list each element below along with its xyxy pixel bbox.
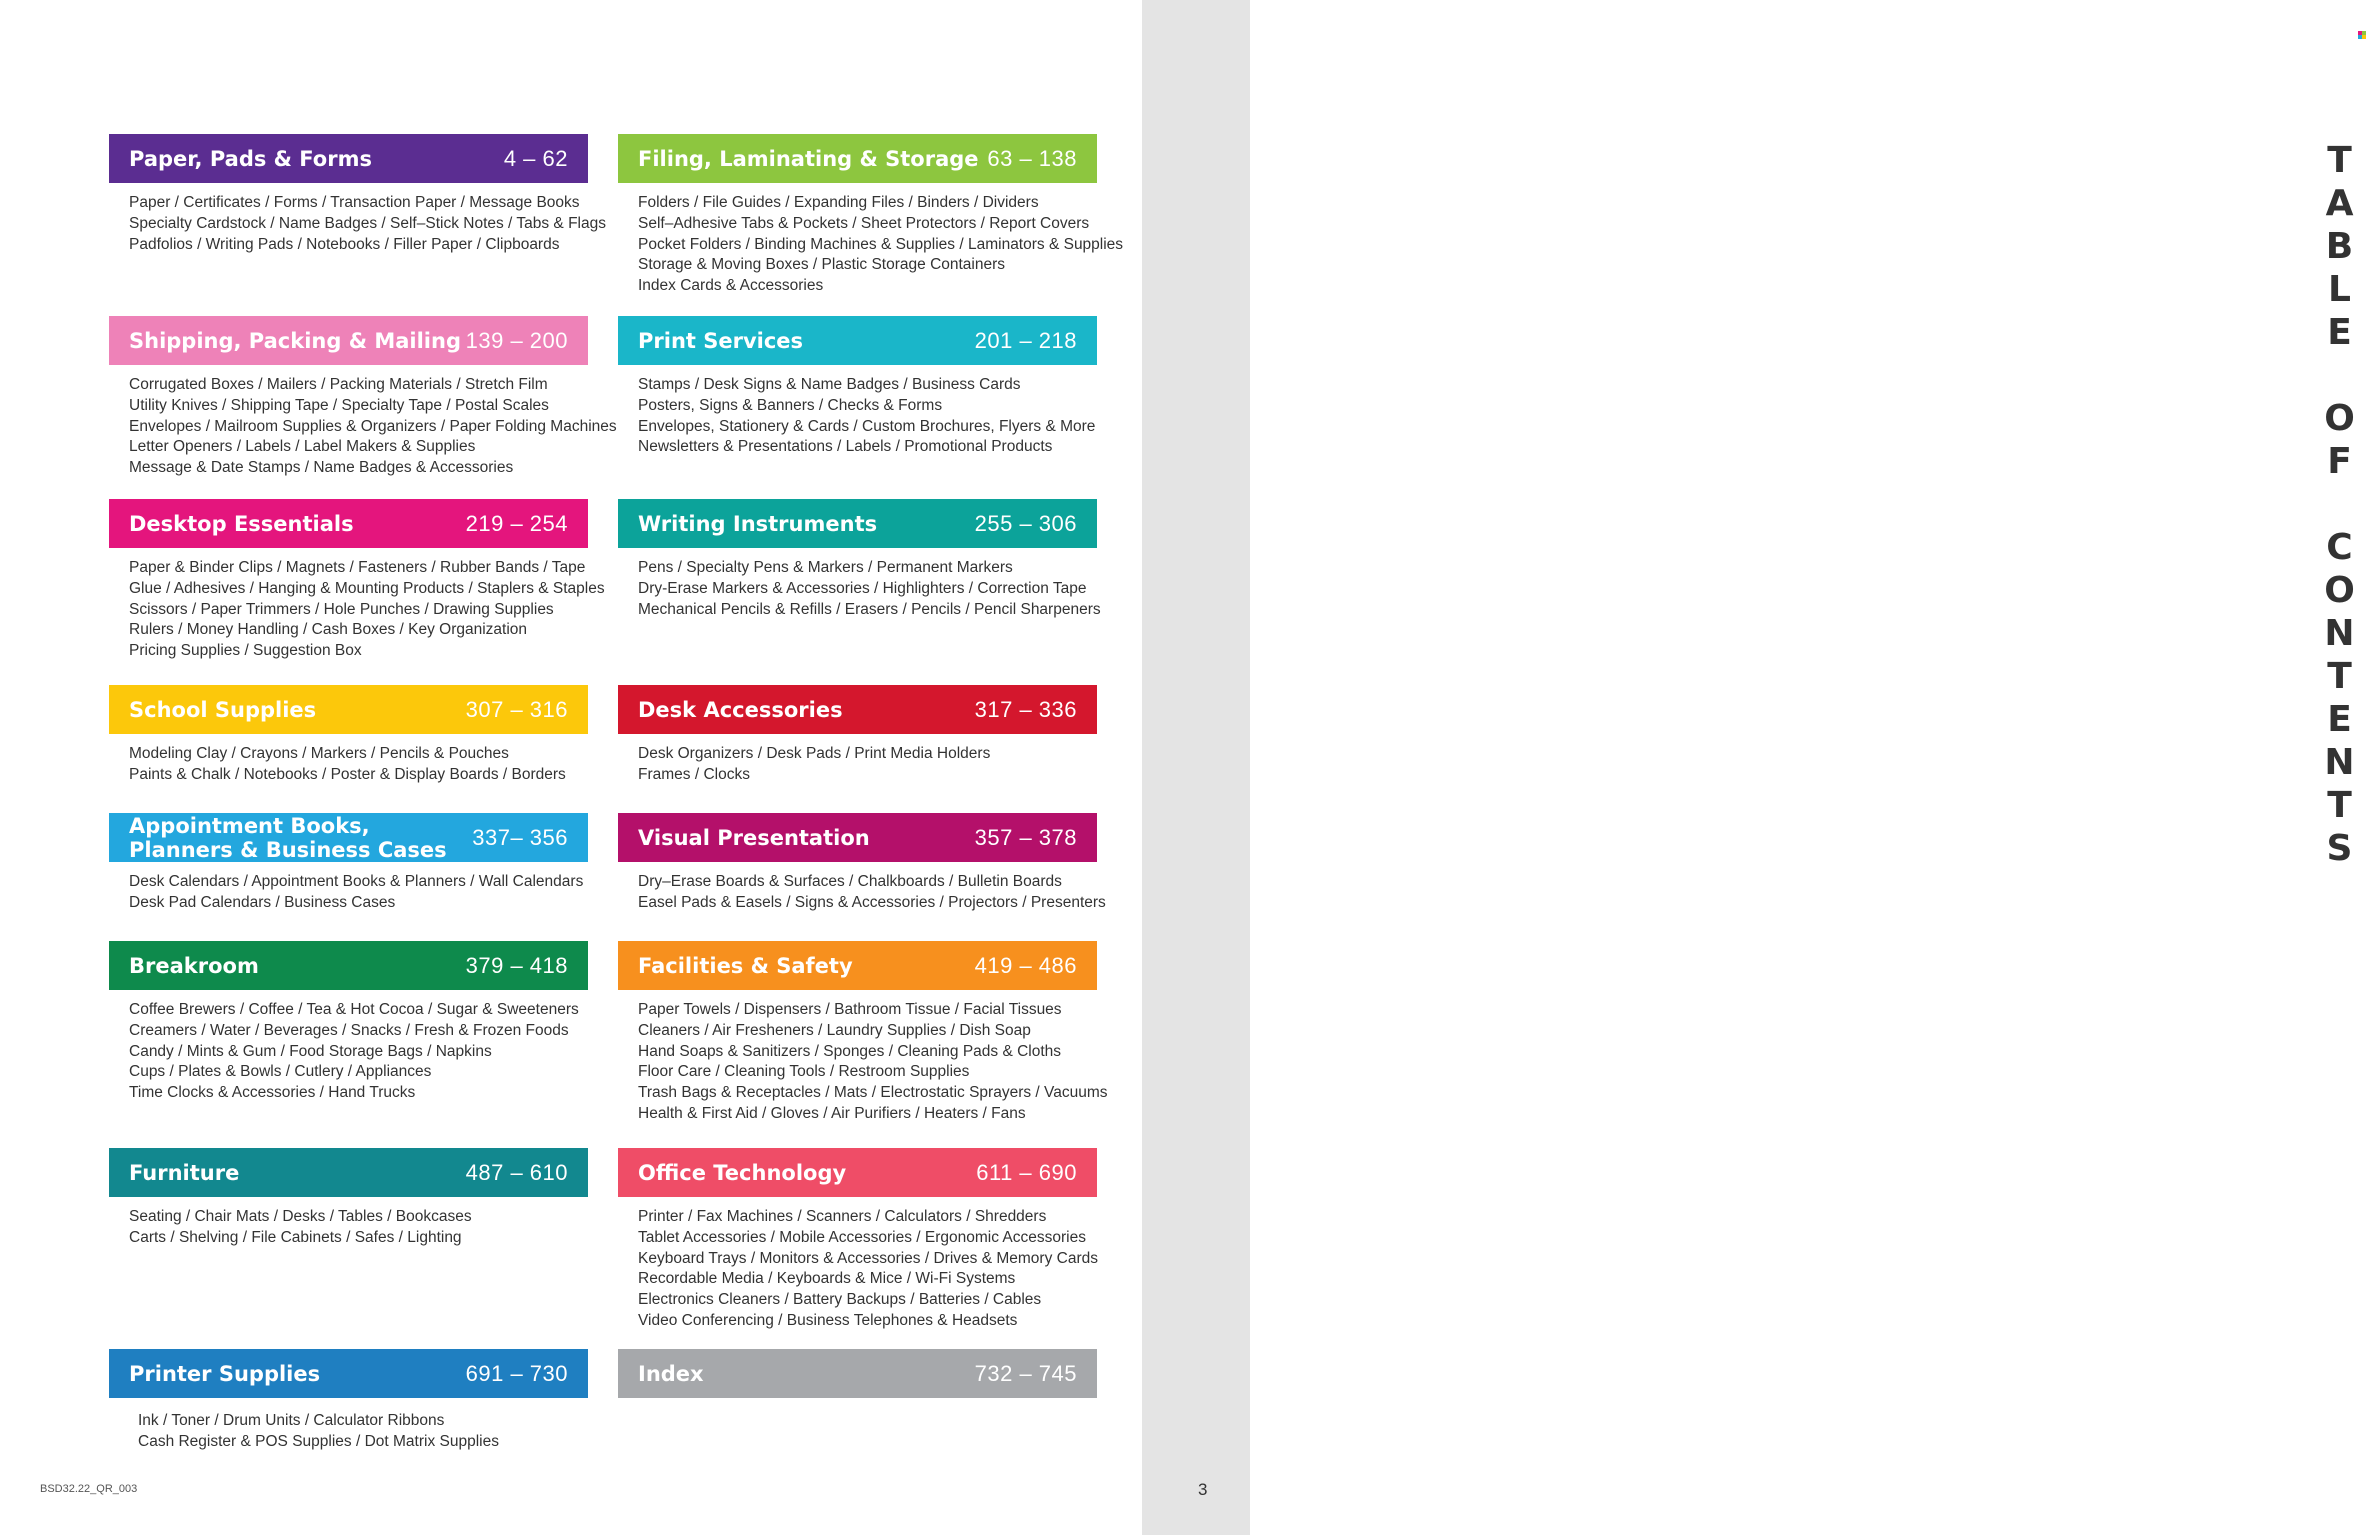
section-header[interactable] — [109, 1349, 588, 1398]
section-header[interactable] — [618, 1148, 1097, 1197]
section-paper-pads-forms — [109, 134, 606, 255]
page-range: 487 – 610 — [465, 1159, 568, 1185]
category-line: Desk Pad Calendars / Business Cases — [129, 893, 396, 911]
section-filing-laminating-storage — [618, 134, 1124, 297]
category-line: Easel Pads & Easels / Signs & Accessories / Projectors / Presenters — [638, 893, 1106, 911]
section-desktop-essentials — [109, 499, 605, 662]
category-line: Pricing Supplies / Suggestion Box — [129, 642, 362, 660]
section-visual-presentation — [618, 813, 1106, 914]
page-range: 379 – 418 — [465, 952, 568, 978]
section-header[interactable] — [618, 941, 1097, 990]
category-line: Mechanical Pencils & Refills / Erasers / Pencils / Pencil Sharpeners — [638, 600, 1101, 618]
section-title: Index — [638, 1361, 704, 1386]
category-line: Paper Towels / Dispensers / Bathroom Tissue / Facial Tissues — [638, 1001, 1062, 1018]
category-line: Scissors / Paper Trimmers / Hole Punches / Drawing Supplies — [129, 600, 554, 618]
category-line: Dry-Erase Markers & Accessories / Highlighters / Correction Tape — [638, 579, 1087, 597]
section-header[interactable] — [109, 316, 588, 365]
section-title: Visual Presentation — [638, 825, 870, 850]
category-line: Recordable Media / Keyboards & Mice / Wi-Fi Systems — [638, 1270, 1016, 1288]
category-list — [109, 1398, 588, 1453]
section-header[interactable] — [109, 1148, 588, 1197]
category-list — [109, 862, 588, 914]
category-list — [618, 365, 1097, 458]
category-line: Health & First Aid / Gloves / Air Purifiers / Heaters / Fans — [638, 1104, 1026, 1122]
category-list — [618, 862, 1106, 914]
section-title: Breakroom — [129, 953, 259, 978]
page-range: 4 – 62 — [503, 145, 568, 171]
section-header[interactable] — [618, 499, 1097, 548]
section-header[interactable] — [618, 1349, 1097, 1398]
section-title: Print Services — [638, 328, 804, 353]
section-facilities-safety — [618, 941, 1108, 1125]
section-title: Filing, Laminating & Storage — [638, 146, 979, 171]
category-line: Newsletters & Presentations / Labels / Promotional Products — [638, 438, 1053, 456]
section-title: Furniture — [129, 1160, 240, 1185]
category-list — [109, 1197, 588, 1249]
category-line: Storage & Moving Boxes / Plastic Storage Containers — [638, 256, 1006, 274]
category-line: Cleaners / Air Fresheners / Laundry Supplies / Dish Soap — [638, 1021, 1031, 1039]
section-header[interactable] — [618, 685, 1097, 734]
page-range: 611 – 690 — [976, 1159, 1077, 1185]
category-list — [109, 365, 617, 479]
category-list — [618, 183, 1124, 297]
category-line: Carts / Shelving / File Cabinets / Safes / Lighting — [129, 1228, 462, 1246]
category-line: Folders / File Guides / Expanding Files / Binders / Dividers — [638, 194, 1039, 211]
category-line: Utility Knives / Shipping Tape / Specialty Tape / Postal Scales — [129, 396, 549, 414]
category-list — [618, 734, 1097, 786]
category-line: Seating / Chair Mats / Desks / Tables / Bookcases — [129, 1208, 472, 1225]
category-line: Keyboard Trays / Monitors & Accessories / Drives & Memory Cards — [638, 1249, 1098, 1267]
section-header[interactable] — [109, 813, 588, 862]
page-range: 307 – 316 — [465, 696, 568, 722]
section-shipping-packing-mailing — [109, 316, 617, 479]
section-office-technology — [618, 1148, 1097, 1332]
category-line: Paper / Certificates / Forms / Transaction Paper / Message Books — [129, 194, 580, 211]
section-title: Writing Instruments — [638, 511, 878, 536]
page-range: 732 – 745 — [974, 1360, 1077, 1386]
footer-code: BSD32.22_QR_003 — [40, 1483, 138, 1495]
category-line: Rulers / Money Handling / Cash Boxes / Key Organization — [129, 621, 528, 639]
page-range: 63 – 138 — [987, 145, 1077, 171]
section-header[interactable] — [618, 134, 1097, 183]
category-list — [618, 990, 1108, 1125]
sidebar — [1142, 0, 2360, 1535]
page-range: 317 – 336 — [974, 696, 1077, 722]
category-line: Trash Bags & Receptacles / Mats / Electrostatic Sprayers / Vacuums — [638, 1084, 1108, 1102]
section-title: Office Technology — [638, 1160, 847, 1185]
category-line: Pocket Folders / Binding Machines & Supplies / Laminators & Supplies — [638, 235, 1124, 253]
category-line: Stamps / Desk Signs & Name Badges / Business Cards — [638, 376, 1021, 393]
section-title: Paper, Pads & Forms — [129, 146, 372, 171]
category-line: Envelopes, Stationery & Cards / Custom Brochures, Flyers & More — [638, 417, 1096, 435]
category-line: Cash Register & POS Supplies / Dot Matrix Supplies — [138, 1432, 499, 1450]
category-line: Candy / Mints & Gum / Food Storage Bags / Napkins — [129, 1042, 492, 1060]
section-header[interactable] — [109, 134, 588, 183]
category-line: Hand Soaps & Sanitizers / Sponges / Cleaning Pads & Cloths — [638, 1042, 1062, 1060]
section-desk-accessories — [618, 685, 1097, 786]
page-range: 337– 356 — [472, 824, 568, 850]
section-title: Printer Supplies — [129, 1361, 321, 1386]
category-line: Letter Openers / Labels / Label Makers & Supplies — [129, 438, 476, 456]
category-line: Electronics Cleaners / Battery Backups / Batteries / Cables — [638, 1291, 1042, 1309]
category-line: Envelopes / Mailroom Supplies & Organizers / Paper Folding Machines — [129, 417, 617, 435]
section-print-services — [618, 316, 1097, 458]
section-index — [618, 1349, 1097, 1398]
section-title: Desk Accessories — [638, 697, 843, 722]
category-line: Padfolios / Writing Pads / Notebooks / Filler Paper / Clipboards — [129, 235, 560, 253]
section-header[interactable] — [618, 813, 1097, 862]
section-header[interactable] — [109, 499, 588, 548]
category-line: Specialty Cardstock / Name Badges / Self–Stick Notes / Tabs & Flags — [129, 214, 606, 232]
category-line: Time Clocks & Accessories / Hand Trucks — [129, 1084, 416, 1102]
category-line: Modeling Clay / Crayons / Markers / Pencils & Pouches — [129, 745, 509, 762]
category-line: Coffee Brewers / Coffee / Tea & Hot Cocoa / Sugar & Sweeteners — [129, 1001, 579, 1018]
page-range: 139 – 200 — [465, 327, 568, 353]
category-list — [618, 548, 1101, 620]
page-number: 3 — [1198, 1480, 1208, 1499]
category-list — [618, 1197, 1097, 1332]
page-range: 255 – 306 — [974, 510, 1077, 536]
category-line: Corrugated Boxes / Mailers / Packing Materials / Stretch Film — [129, 376, 548, 393]
category-line: Paper & Binder Clips / Magnets / Fasteners / Rubber Bands / Tape — [129, 559, 586, 576]
section-school-supplies — [109, 685, 588, 786]
section-title: Appointment Books, Planners & Business Cases — [129, 813, 447, 862]
category-line: Desk Organizers / Desk Pads / Print Media Holders — [638, 745, 991, 762]
category-line: Tablet Accessories / Mobile Accessories / Ergonomic Accessories — [638, 1228, 1086, 1246]
section-header[interactable] — [109, 685, 588, 734]
category-line: Ink / Toner / Drum Units / Calculator Ribbons — [138, 1412, 445, 1429]
category-list — [109, 734, 588, 786]
category-list — [109, 990, 588, 1104]
page-range: 201 – 218 — [974, 327, 1077, 353]
category-line: Desk Calendars / Appointment Books & Planners / Wall Calendars — [129, 873, 584, 890]
category-line: Pens / Specialty Pens & Markers / Permanent Markers — [638, 559, 1013, 576]
category-list — [109, 548, 605, 662]
category-line: Floor Care / Cleaning Tools / Restroom Supplies — [638, 1063, 970, 1081]
category-line: Paints & Chalk / Notebooks / Poster & Display Boards / Borders — [129, 765, 566, 783]
section-title: Desktop Essentials — [129, 511, 354, 536]
category-line: Glue / Adhesives / Hanging & Mounting Products / Staplers & Staples — [129, 579, 605, 597]
section-header[interactable] — [109, 941, 588, 990]
page-range: 691 – 730 — [465, 1360, 568, 1386]
section-title: Facilities & Safety — [638, 953, 853, 978]
category-line: Frames / Clocks — [638, 765, 750, 783]
category-line: Index Cards & Accessories — [638, 277, 824, 295]
category-line: Self–Adhesive Tabs & Pockets / Sheet Protectors / Report Covers — [638, 214, 1090, 232]
page-range: 357 – 378 — [974, 824, 1077, 850]
section-header[interactable] — [618, 316, 1097, 365]
brand-logo-icon — [2358, 31, 2368, 39]
section-writing-instruments — [618, 499, 1101, 620]
section-furniture — [109, 1148, 588, 1249]
section-title: School Supplies — [129, 697, 317, 722]
category-line: Video Conferencing / Business Telephones & Headsets — [638, 1311, 1018, 1329]
category-line: Printer / Fax Machines / Scanners / Calculators / Shredders — [638, 1208, 1047, 1225]
page-title: TABLE OF CONTENTS — [2319, 140, 2360, 871]
section-title: Shipping, Packing & Mailing — [129, 328, 461, 353]
category-line: Creamers / Water / Beverages / Snacks / Fresh & Frozen Foods — [129, 1021, 569, 1039]
page-range: 419 – 486 — [974, 952, 1077, 978]
page-range: 219 – 254 — [465, 510, 568, 536]
section-appointment-books — [109, 813, 588, 914]
category-line: Cups / Plates & Bowls / Cutlery / Appliances — [129, 1063, 432, 1081]
category-list — [109, 183, 606, 255]
section-breakroom — [109, 941, 588, 1104]
category-line: Dry–Erase Boards & Surfaces / Chalkboards / Bulletin Boards — [638, 873, 1062, 890]
section-printer-supplies — [109, 1349, 588, 1453]
category-line: Posters, Signs & Banners / Checks & Forms — [638, 396, 943, 414]
category-line: Message & Date Stamps / Name Badges & Accessories — [129, 459, 514, 477]
